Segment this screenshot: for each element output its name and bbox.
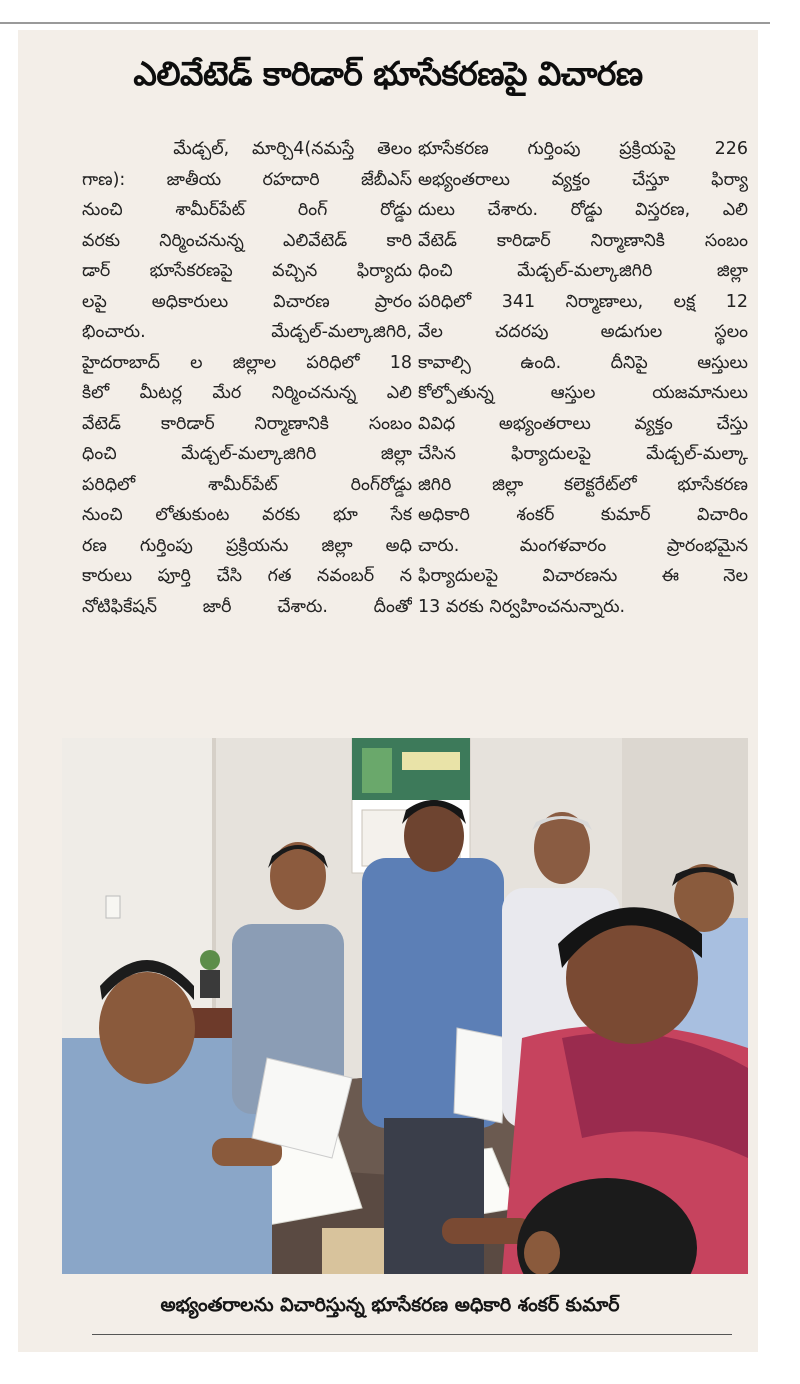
text-line: చారు. మంగళవారం ప్రారంభమైన <box>418 535 748 556</box>
text-line: అధికారి శంకర్ కుమార్ విచారిం <box>418 505 748 525</box>
text-line: కోల్పోతున్న ఆస్తుల యజమానులు <box>418 383 748 403</box>
text-line: మేడ్చల్, మార్చి4(నమస్తే తెలం <box>82 139 412 159</box>
news-photo <box>62 738 748 1274</box>
text-line: నుంచి శామీర్‌పేట్ రింగ్ రోడ్డు <box>82 200 412 220</box>
text-line: గాణ): జాతీయ రహదారి జేబీఎస్ <box>82 169 412 190</box>
text-line: దులు చేశారు. రోడ్డు విస్తరణ, ఎలి <box>418 200 748 220</box>
text-line: జిగిరి జిల్లా కలెక్టరేట్‌లో భూసేకరణ <box>418 474 748 495</box>
text-line: ధించి మేడ్చల్-మల్కాజిగిరి జిల్లా <box>418 261 748 281</box>
text-line: రణ గుర్తింపు ప్రక్రియను జిల్లా అధి <box>82 535 412 556</box>
top-divider <box>0 22 770 24</box>
text-line: చేసిన ఫిర్యాదులపై మేడ్చల్-మల్కా <box>418 444 748 464</box>
article-right-column <box>418 134 748 622</box>
text-line: ధించి మేడ్చల్-మల్కాజిగిరి జిల్లా <box>82 444 412 464</box>
text-line: డార్ భూసేకరణపై వచ్చిన ఫిర్యాదు <box>82 261 412 281</box>
text-line: నోటిఫికేషన్ జారీ చేశారు. దీంతో <box>82 596 412 617</box>
text-line: హైదరాబాద్ ల జిల్లాల పరిధిలో 18 <box>82 352 412 373</box>
text-line: వేటెడ్ కారిడార్ నిర్మాణానికి సంబం <box>418 230 748 251</box>
text-line: భూసేకరణ గుర్తింపు ప్రక్రియపై 226 <box>418 139 748 159</box>
text-line: కిలో మీటర్ల మేర నిర్మించనున్న ఎలి <box>82 383 412 403</box>
office-scene-illustration <box>62 738 748 1274</box>
text-line: ఫిర్యాదులపై విచారణను ఈ నెల <box>418 566 748 586</box>
text-line: లపై అధికారులు విచారణ ప్రారం <box>82 291 412 312</box>
text-line: కారులు పూర్తి చేసి గత నవంబర్ న <box>82 566 412 586</box>
text-line: నుంచి లోతుకుంట వరకు భూ సేక <box>82 505 412 525</box>
text-line: పరిధిలో 341 నిర్మాణాలు, లక్ష 12 <box>418 291 748 312</box>
article-left-column <box>82 134 412 622</box>
article-headline: ఎలివేటెడ్ కారిడార్ భూసేకరణపై విచారణ <box>133 54 643 93</box>
text-line: పరిధిలో శామీర్‌పేట్ రింగ్‌రోడ్డు <box>82 474 412 495</box>
text-line: 13 వరకు నిర్వహించనున్నారు. <box>418 596 626 617</box>
text-line: వేల చదరపు అడుగుల స్థలం <box>418 322 748 342</box>
text-line: కావాల్సి ఉంది. దీనిపై ఆస్తులు <box>418 352 748 373</box>
text-line: వేటెడ్ కారిడార్ నిర్మాణానికి సంబం <box>82 413 412 434</box>
text-line: అభ్యంతరాలు వ్యక్తం చేస్తూ ఫిర్యా <box>418 169 748 190</box>
photo-caption: అభ్యంతరాలను విచారిస్తున్న భూసేకరణ అధికారి శంకర్ కుమార్ <box>160 1294 620 1316</box>
text-line: వివిధ అభ్యంతరాలు వ్యక్తం చేస్తు <box>418 413 748 434</box>
bottom-divider <box>92 1334 732 1335</box>
text-line: భించారు. మేడ్చల్-మల్కాజిగిరి, <box>82 322 412 342</box>
text-line: వరకు నిర్మించనున్న ఎలివేటెడ్ కారి <box>82 230 412 251</box>
